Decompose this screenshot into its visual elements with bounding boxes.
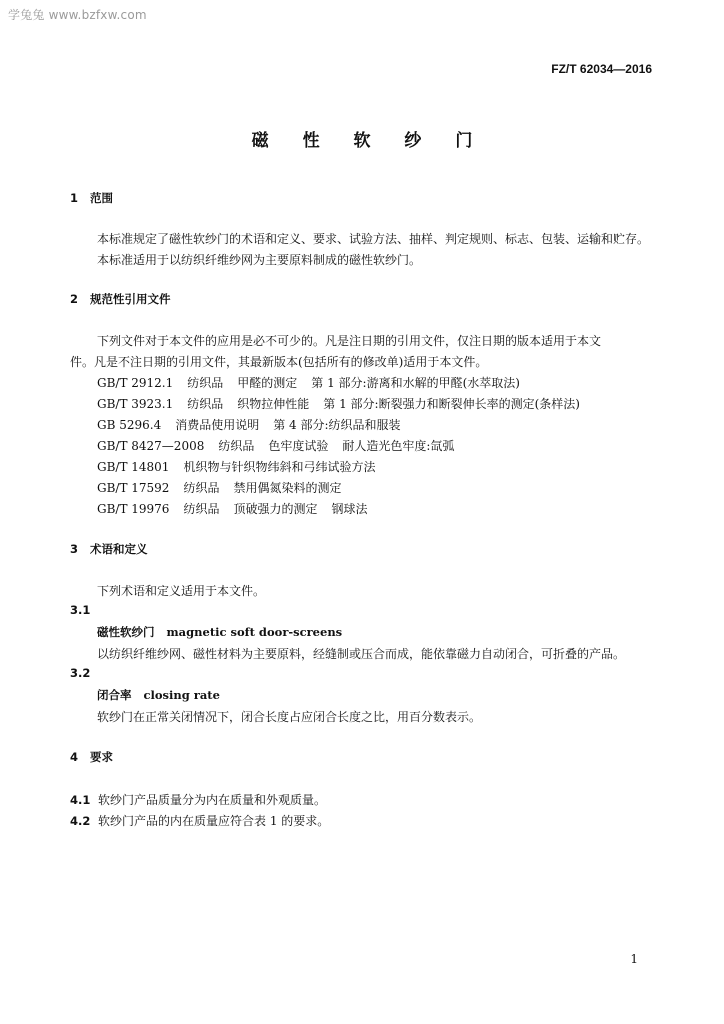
section-heading-scope [70,190,113,206]
reference-title: 顶破强力的测定 [233,502,318,516]
reference-code: GB 5296.4 [97,418,162,432]
reference-code: GB/T 2912.1 [97,376,174,390]
section-number: 2 [70,292,79,306]
reference-item [97,395,580,412]
reference-name: 机织物与针织物纬斜和弓纬试验方法 [183,460,376,474]
term-heading [97,687,220,703]
reference-item [97,500,368,517]
scope-paragraph-1: 本标准规定了磁性软纱门的术语和定义、要求、试验方法、抽样、判定规则、标志、包装、运输和贮存。 [97,232,650,246]
section-title: 要求 [90,750,113,764]
section-title: 术语和定义 [90,542,148,556]
section-heading-requirements [70,749,113,765]
reference-part: 耐人造光色牢度:氙弧 [342,439,455,453]
reference-name: 纺织品 [183,502,220,516]
reference-part: 钢球法 [331,502,368,516]
requirement-text: 软纱门产品的内在质量应符合表 1 的要求。 [98,814,330,828]
term-english: magnetic soft door-screens [166,625,343,639]
reference-title: 甲醛的测定 [237,376,298,390]
reference-name: 纺织品 [187,397,224,411]
reference-name: 消费品使用说明 [175,418,260,432]
reference-item [97,374,520,391]
reference-code: GB/T 17592 [97,481,170,495]
term-english: closing rate [143,688,220,702]
term-number: 3.1 [70,603,91,617]
section-number: 3 [70,542,79,556]
section-heading-normative [70,291,171,307]
term-chinese: 磁性软纱门 [97,625,155,639]
section-title: 范围 [90,191,113,205]
reference-code: GB/T 19976 [97,502,170,516]
term-heading [97,624,342,640]
reference-name: 纺织品 [187,376,224,390]
requirement-number: 4.1 [70,793,91,807]
reference-code: GB/T 8427—2008 [97,439,205,453]
scope-paragraph-2: 本标准适用于以纺织纤维纱网为主要原料制成的磁性软纱门。 [97,253,422,267]
normative-intro-line-2: 件。凡是不注日期的引用文件，其最新版本(包括所有的修改单)适用于本文件。 [70,355,488,369]
reference-item [97,437,454,454]
section-number: 1 [70,191,79,205]
reference-item [97,479,341,496]
page-number: 1 [630,952,638,966]
requirement-number: 4.2 [70,814,91,828]
normative-intro-line-1: 下列文件对于本文件的应用是必不可少的。凡是注日期的引用文件，仅注日期的版本适用于本文 [97,334,602,348]
requirement-item [70,812,329,829]
reference-part: 第 1 部分:游离和水解的甲醛(水萃取法) [311,376,520,390]
reference-name: 纺织品 [183,481,220,495]
requirement-text: 软纱门产品质量分为内在质量和外观质量。 [98,793,327,807]
term-number: 3.2 [70,666,91,680]
term-chinese: 闭合率 [97,688,132,702]
document-title: 磁 性 软 纱 门 [251,131,487,151]
reference-code: GB/T 14801 [97,460,170,474]
terms-intro: 下列术语和定义适用于本文件。 [97,584,266,598]
reference-title: 禁用偶氮染料的测定 [233,481,342,495]
reference-title: 色牢度试验 [268,439,329,453]
requirement-item [70,791,326,808]
reference-part: 第 1 部分:断裂强力和断裂伸长率的测定(条样法) [323,397,580,411]
reference-title: 织物拉伸性能 [237,397,310,411]
reference-code: GB/T 3923.1 [97,397,174,411]
section-heading-terms [70,541,148,557]
reference-name: 纺织品 [218,439,255,453]
section-title: 规范性引用文件 [90,292,171,306]
term-definition: 以纺织纤维纱网、磁性材料为主要原料，经缝制或压合而成，能依靠磁力自动闭合，可折叠的产品。 [97,647,626,661]
term-definition: 软纱门在正常关闭情况下，闭合长度占应闭合长度之比，用百分数表示。 [97,710,482,724]
section-number: 4 [70,750,79,764]
reference-part: 第 4 部分:纺织品和服装 [273,418,401,432]
watermark: 学兔兔 www.bzfxw.com [8,8,147,22]
reference-item [97,458,375,475]
standard-code: FZ/T 62034—2016 [551,62,652,76]
reference-item [97,416,401,433]
